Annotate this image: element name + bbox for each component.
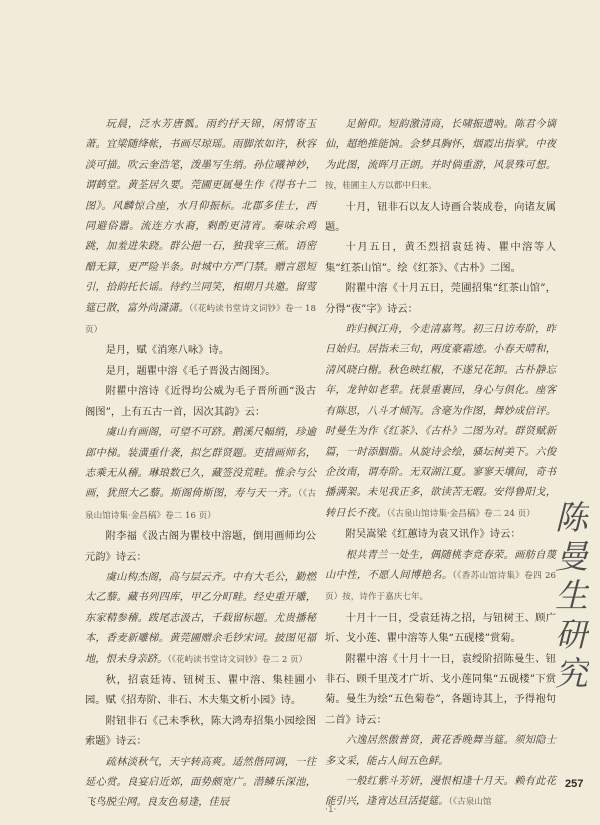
prose-paragraph [85,670,316,711]
source-citation: （《香苏山馆诗集》卷四 26 页）按，诗作于嘉庆七年。 [325,570,556,603]
prose-paragraph [85,526,316,567]
inline-note: 按，桂圃主人方以都中归来。 [325,181,437,192]
paragraph-text: 是月，赋《消寒八咏》诗。 [105,344,230,357]
paragraph-text: 附李福《汲古阁为瞿枝中溶题，倒用画师均公元韵》诗云： [85,530,316,563]
paragraph-text: 附瞿中溶《十月十一日，袁绶阶招陈曼生、钮非石、顾千里茂才广圻、戈小莲同集“五砚楼”下赏菊。曼生为绘“五色菊卷”，各题诗其上，予得袍句二首》诗云： [325,652,556,726]
paragraph-text: 虞山有画阁，可望不可跻。鹅溪尺幅绡，珍逾郎中梯。装潢重什袭，拟乞群贤题。吏措画师名，志乘无从稽。琳琅数已久，藏签没荒畦。惟余与公画，犹照大乙藜。斯阁倚斯图，寿与天一齐。 [85,426,316,500]
paragraph-text: 十月五日，黄丕烈招袁廷祷、瞿中溶等人集“红茶山馆”。绘《红茶》、《古朴》二图。 [325,241,556,274]
paragraph-text: 虞山构杰阁，高与层云齐。中有大毛公，勤燃太乙藜。藏书列四库，甲乙分町畦。经史重开雕，东家精参稽。跋尾志汲古，千载留标题。尤贵播秘本，香麦新雕梯。黄莞圃赠余毛钞宋词。披图见福地，恨未身亲跻。 [85,570,316,665]
paragraph-text: 附瞿中溶诗《近得均公威为毛子晋所画“汲古阁图”，上有五古一首，因次其韵》云： [85,385,316,418]
prose-paragraph [325,197,556,238]
poem-paragraph [325,545,556,608]
poem-paragraph [85,114,316,340]
prose-paragraph [325,608,556,649]
prose-paragraph [325,524,556,544]
paragraph-text: 附吴嵩梁《红蕙诗为袁又讯作》诗云： [345,528,521,541]
poem-paragraph [325,114,556,197]
poem-paragraph [85,422,316,526]
poem-paragraph [325,319,556,524]
paragraph-text: 足俯仰。短韵激清商，长啸振遗响。陈君今谪仙，超绝推能饷。会梦具胸怀，烟霞出指掌。中夜为此图，流晖月正朗。并时倘重游，风景殊可想。 [325,118,556,171]
paragraph-text: 十月十一日，受袁廷祷之招，与钮树王、顾广圻、戈小莲、瞿中溶等人集“五砚楼”赏菊。 [325,611,556,645]
poem-paragraph [85,752,316,813]
source-citation: （《古泉山馆诗集·金昌稿》卷二 24 页） [386,508,535,519]
poem-paragraph [85,567,316,670]
prose-paragraph [85,340,316,360]
paragraph-text: 附瞿中溶《十月五日，莞圃招集“红茶山馆”，分得“夜”字》诗云： [325,282,556,315]
source-citation: （《古泉山馆 [448,797,492,808]
poem-paragraph [325,771,556,813]
paragraph-text: 六逸居然傲普贤，黄花香晚舞当筵。须知隐士多文采，能占人间五色鲜。 [325,734,556,767]
paragraph-text: 疏林淡秋气，天宇转高爽。适然偕同调，一往延心赏。良宴启近郊，面势颇宽广。潜鳞乐深池，飞鸟脱尘网。良友色易逢，佳辰 [85,755,316,809]
source-citation: （《花屿读书堂诗文词钞》卷二 2 页） [167,654,308,665]
poem-paragraph [325,730,556,771]
paragraph-text: 是月，题瞿中溶《毛子晋汲古阁图》。 [105,364,276,377]
paragraph-text: 一般红紫斗芳妍，漫恨相逢十月天。赖有此花能引兴，逢宵达旦活提筵。 [325,775,556,808]
paragraph-text: 玩晨，泛水芳唐瓢。雨约抒天锦，闲情寄玉萧。宜梁随绛帐，书画尽琼瑶。雨脚浓如许，秋容淡可描。吹云奎浩笔，泼墨写生绡。孙位曦神妙，谓鹤堂。黄荃居久要。莞圃更属曼生作《得书十二图》。风麟惊合座，水月仰振标。北郡多佳士，西同避俗嚣。流连方水裔，剩酌更清宵。秦味余鸡跳，加羞进朱跷。群公挹一石，独我宰三蕉。语密醋无算，更严险半条。时城中方严门禁。赠言恩短引，拾韵托长谣。待约兰同笑，相期月共邀。留莺筵已散，富外尚潇潇。 [85,118,316,314]
source-citation: （《花屿读书堂诗文词钞》卷一 18 页） [85,303,316,336]
left-column [85,114,316,813]
prose-paragraph [85,381,316,422]
running-head-calligraphy: 陈曼生研究 [550,500,589,695]
prose-paragraph [325,649,556,731]
page-number: 257 [565,778,584,790]
right-column [325,114,556,813]
footer-mark: ·1· [325,805,337,815]
prose-paragraph [325,237,556,278]
paragraph-text: 根共青兰一处生，偶随桃李竞春荣。画舫自蔑山中性，不愿人间博艳名。 [325,548,556,581]
prose-paragraph [325,278,556,319]
paragraph-text: 十月，钮非石以友人诗画合装成卷，向诸友属题。 [325,200,556,234]
paragraph-text: 昨归枫江舟，今走清嘉驾。初三日访寿阶，昨日始归。居指未三旬，两度豪霜迹。小春天晴和，清风晓白榭。秋色映红椒，不遂兄花卸。古朴静忘年，龙钟如老辈。抚景重裹回，身心与俱化。座客有陈思，八斗才倾泻。含毫为作图，舞妙成倍评。时曼生为作《红茶》、《古朴》二图为对。群贤赋新篇，一时添胭脂。从旋诗会绘，骚坛树美下。六俊企汝南，谓寿阶。无双湖江夏。寥寥天壤间，奇书播满架。未见我正多，欲读苦无暇。安得鲁阳戈，转日长不夜。 [325,323,556,519]
paragraph-text: 附钮非石《己未季秋，陈大鸿寿招集小园绘图索题》诗云： [85,714,316,748]
source-citation: （《古泉山馆诗集·金昌稿》卷二 16 页） [85,489,317,521]
prose-paragraph [85,361,316,381]
prose-paragraph [85,711,316,752]
paragraph-text: 秋，招袁廷祷、钮树玉、瞿中溶、集桂圃小园。赋《招寿阶、非石、木夫集文析小园》诗。 [85,673,316,707]
